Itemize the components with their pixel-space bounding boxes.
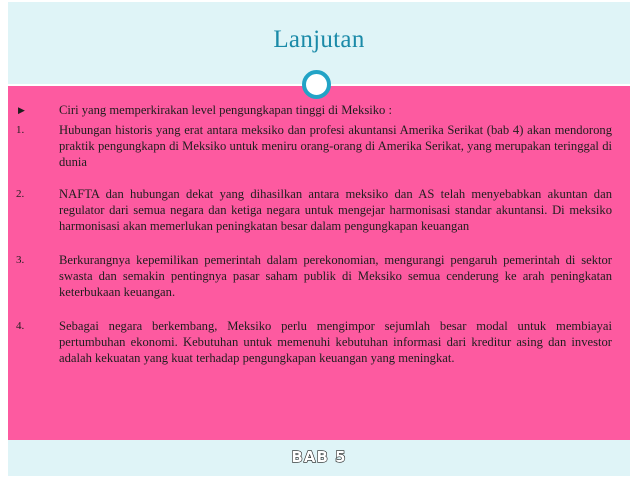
- list-item-4: [16, 318, 612, 366]
- circle-ornament-icon: [302, 70, 331, 99]
- item-text: NAFTA dan hubungan dekat yang dihasilkan antara meksiko dan AS telah menyebabkan akuntan dan regulator dari semua negara dan ketiga negara untuk mengejar harmonisasi standar akuntansi. Di meksiko harmonisasi akan memerlukan peningkatan besar dalam pengungkapan keuangan: [59, 187, 612, 233]
- item-number: 3.: [16, 254, 25, 266]
- list-item-1: [16, 122, 612, 170]
- item-number: 4.: [16, 320, 25, 332]
- intro-bullet: [16, 102, 612, 118]
- item-text: Sebagai negara berkembang, Meksiko perlu mengimpor sejumlah besar modal untuk membiayai pertumbuhan ekonomi. Kebutuhan untuk memenuhi kebutuhan informasi dari kreditur asing dan investor adalah kekuatan yang kuat terhadap pengungkapan keuangan yang meningkat.: [59, 319, 612, 365]
- item-text: Berkurangnya kepemilikan pemerintah dalam perekonomian, mengurangi pengaruh pemerintah di sektor swasta dan semakin pentingnya pasar saham publik di Meksiko semua cenderung ke arah peningkatan keterbukaan keuangan.: [59, 253, 612, 299]
- list-item-3: [16, 252, 612, 300]
- slide-title: Lanjutan: [273, 26, 365, 53]
- triangle-bullet-icon: ▶: [18, 105, 25, 115]
- intro-text: Ciri yang memperkirakan level pengungkapan tinggi di Meksiko :: [59, 103, 392, 117]
- item-number: 1.: [16, 124, 25, 136]
- list-item-2: [16, 186, 612, 234]
- footer-label: BAB 5: [291, 448, 347, 466]
- item-text: Hubungan historis yang erat antara meksiko dan profesi akuntansi Amerika Serikat (bab 4) akan mendorong praktik pengungkapn di Meksiko untuk meniru orang-orang di Amerika Serikat, yang merupakan teringgal di dunia: [59, 123, 612, 169]
- content-list: [16, 102, 612, 366]
- item-number: 2.: [16, 188, 25, 200]
